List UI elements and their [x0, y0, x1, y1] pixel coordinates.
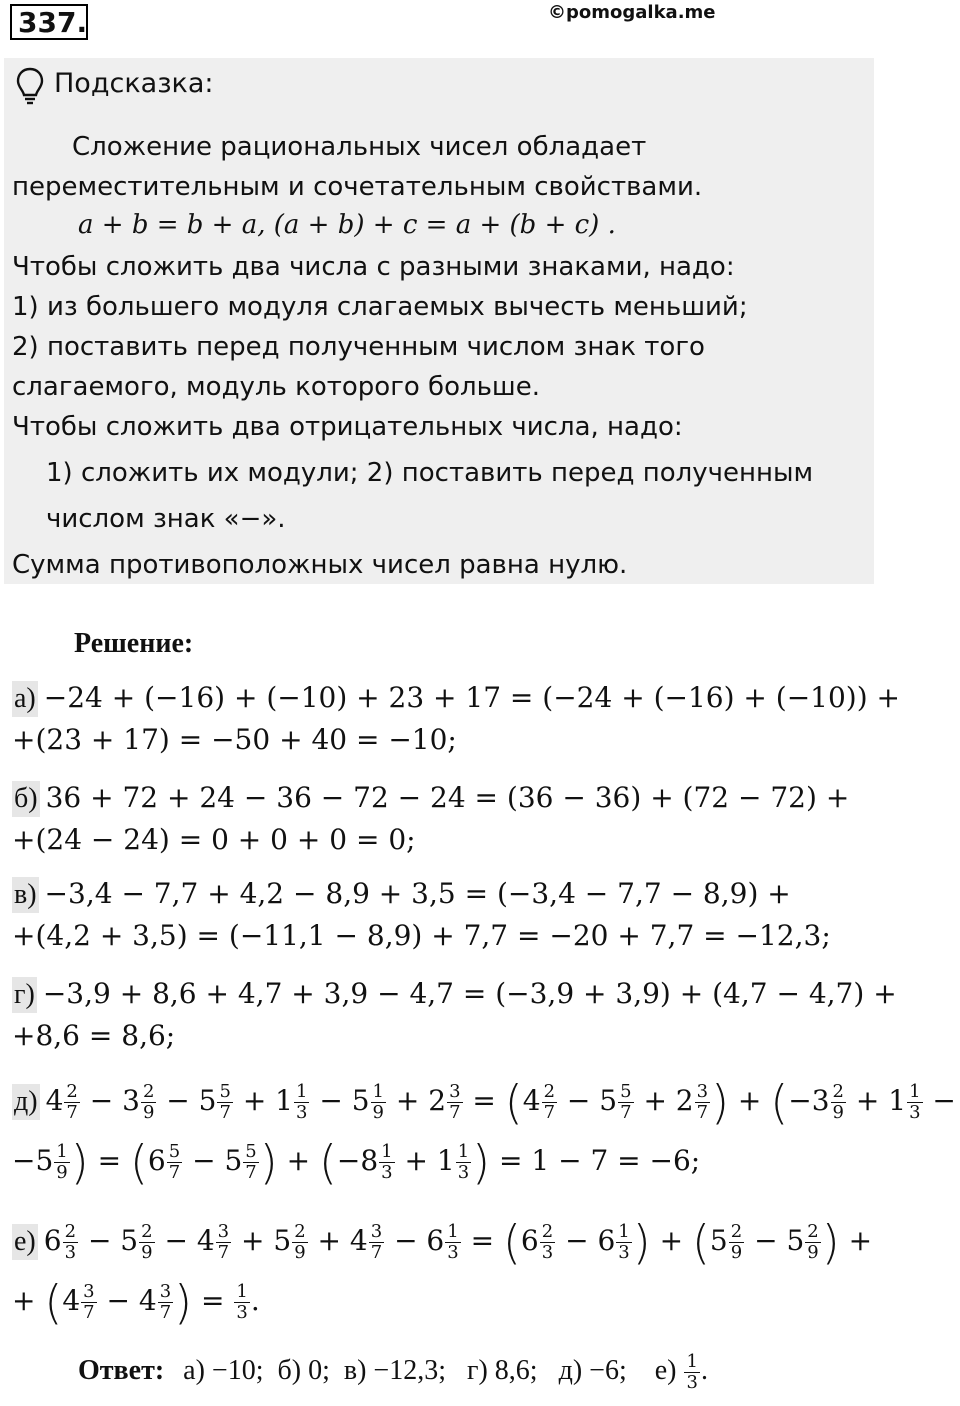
hint-line: 2) поставить перед полученным числом знак того — [12, 332, 705, 362]
solution-v-line1 — [12, 876, 791, 913]
item-label: б) — [12, 781, 40, 817]
answer-d: д) −6; — [558, 1354, 627, 1386]
solution-g-line2: +8,6 = 8,6; — [12, 1019, 176, 1052]
solution-e-line2: + (4 $\frac{3}{7}$ − 4 $\frac{3}{7}$ ) = $\frac{1}{3}$ . — [12, 1275, 260, 1330]
item-label: д) — [12, 1084, 40, 1120]
lightbulb-icon — [14, 66, 46, 106]
hint-line: переместительным и сочетательным свойствами. — [12, 172, 703, 202]
hint-line: 1) сложить их модули; 2) поставить перед полученным — [46, 458, 814, 488]
solution-d-line2: −5 $\frac{1}{9}$ ) = (6 $\frac{5}{7}$ − 5 $\frac{5}{7}$ ) + (−8 $\frac{1}{3}$ + 1 $\frac{1}{3}$ ) = 1 − 7 = −6; — [12, 1135, 701, 1190]
solution-title: Решение: — [74, 628, 194, 659]
expr: −24 + (−16) + (−10) + 23 + 17 = (−24 + (−16) + (−10)) + — [43, 681, 900, 714]
hint-line: Сложение рациональных чисел обладает — [72, 132, 647, 162]
solution-a-line2: +(23 + 17) = −50 + 40 = −10; — [12, 723, 457, 756]
solution-e-line1: е) 6 $\frac{2}{3}$ − 5 $\frac{2}{9}$ − 4 $\frac{3}{7}$ + 5 $\frac{2}{9}$ + 4 $\frac{3}{7}$ − 6 $\frac{1}{3}$ = (6 $\frac{2}{3}$ − 6 $\frac{1}{3}$ ) + (5 $\frac{2}{9}$ − 5 $\frac{2}{9}$ ) + — [14, 1215, 873, 1270]
hint-line: Сумма противоположных чисел равна нулю. — [12, 550, 628, 580]
answer-label: Ответ: — [78, 1354, 165, 1386]
task-number: 337. — [10, 4, 88, 40]
solution-b-line1 — [12, 780, 849, 817]
hint-line: числом знак «−». — [46, 504, 286, 534]
solution-a-line1 — [12, 680, 900, 717]
expr: −3,4 − 7,7 + 4,2 − 8,9 + 3,5 = (−3,4 − 7,7 − 8,9) + — [44, 877, 791, 910]
item-label: а) — [12, 681, 38, 717]
answer-b: б) 0; — [277, 1354, 330, 1386]
expr: −3,9 + 8,6 + 4,7 + 3,9 − 4,7 = (−3,9 + 3,9) + (4,7 − 4,7) + — [42, 977, 897, 1010]
hint-line: Чтобы сложить два числа с разными знаками, надо: — [12, 252, 735, 282]
answer-a: а) −10; — [183, 1354, 264, 1386]
hint-line: Чтобы сложить два отрицательных числа, надо: — [12, 412, 683, 442]
hint-line: слагаемого, модуль которого больше. — [12, 372, 540, 402]
answer-e: е) — [654, 1354, 677, 1386]
solution-g-line1 — [12, 976, 897, 1013]
hint-formula: a + b = b + a, (a + b) + c = a + (b + c) . — [78, 210, 616, 240]
item-label: в) — [12, 877, 39, 913]
item-label: г) — [12, 977, 37, 1013]
item-label: е) — [12, 1224, 38, 1260]
answer-line: Ответ: а) −10; б) 0; в) −12,3; г) 8,6; д) −6; е) $\frac{1}{3}$ . — [78, 1351, 708, 1393]
solution-d-line1: д) 4 $\frac{2}{7}$ − 3 $\frac{2}{9}$ − 5 $\frac{5}{7}$ + 1 $\frac{1}{3}$ − 5 $\frac{1}{9}$ + 2 $\frac{3}{7}$ = (4 $\frac{2}{7}$ − 5 $\frac{5}{7}$ + 2 $\frac{3}{7}$ ) + (−3 $\frac{2}{9}$ + 1 $\frac{1}{3}$ − — [14, 1075, 956, 1130]
hint-line: 1) из большего модуля слагаемых вычесть меньший; — [12, 292, 748, 322]
hint-title: Подсказка: — [54, 68, 214, 99]
answer-v: в) −12,3; — [343, 1354, 446, 1386]
solution-b-line2: +(24 − 24) = 0 + 0 + 0 = 0; — [12, 823, 416, 856]
expr: 36 + 72 + 24 − 36 − 72 − 24 = (36 − 36) + (72 − 72) + — [45, 781, 850, 814]
answer-g: г) 8,6; — [466, 1354, 538, 1386]
solution-v-line2: +(4,2 + 3,5) = (−11,1 − 8,9) + 7,7 = −20 + 7,7 = −12,3; — [12, 919, 831, 952]
site-watermark: ©pomogalka.me — [548, 2, 716, 23]
